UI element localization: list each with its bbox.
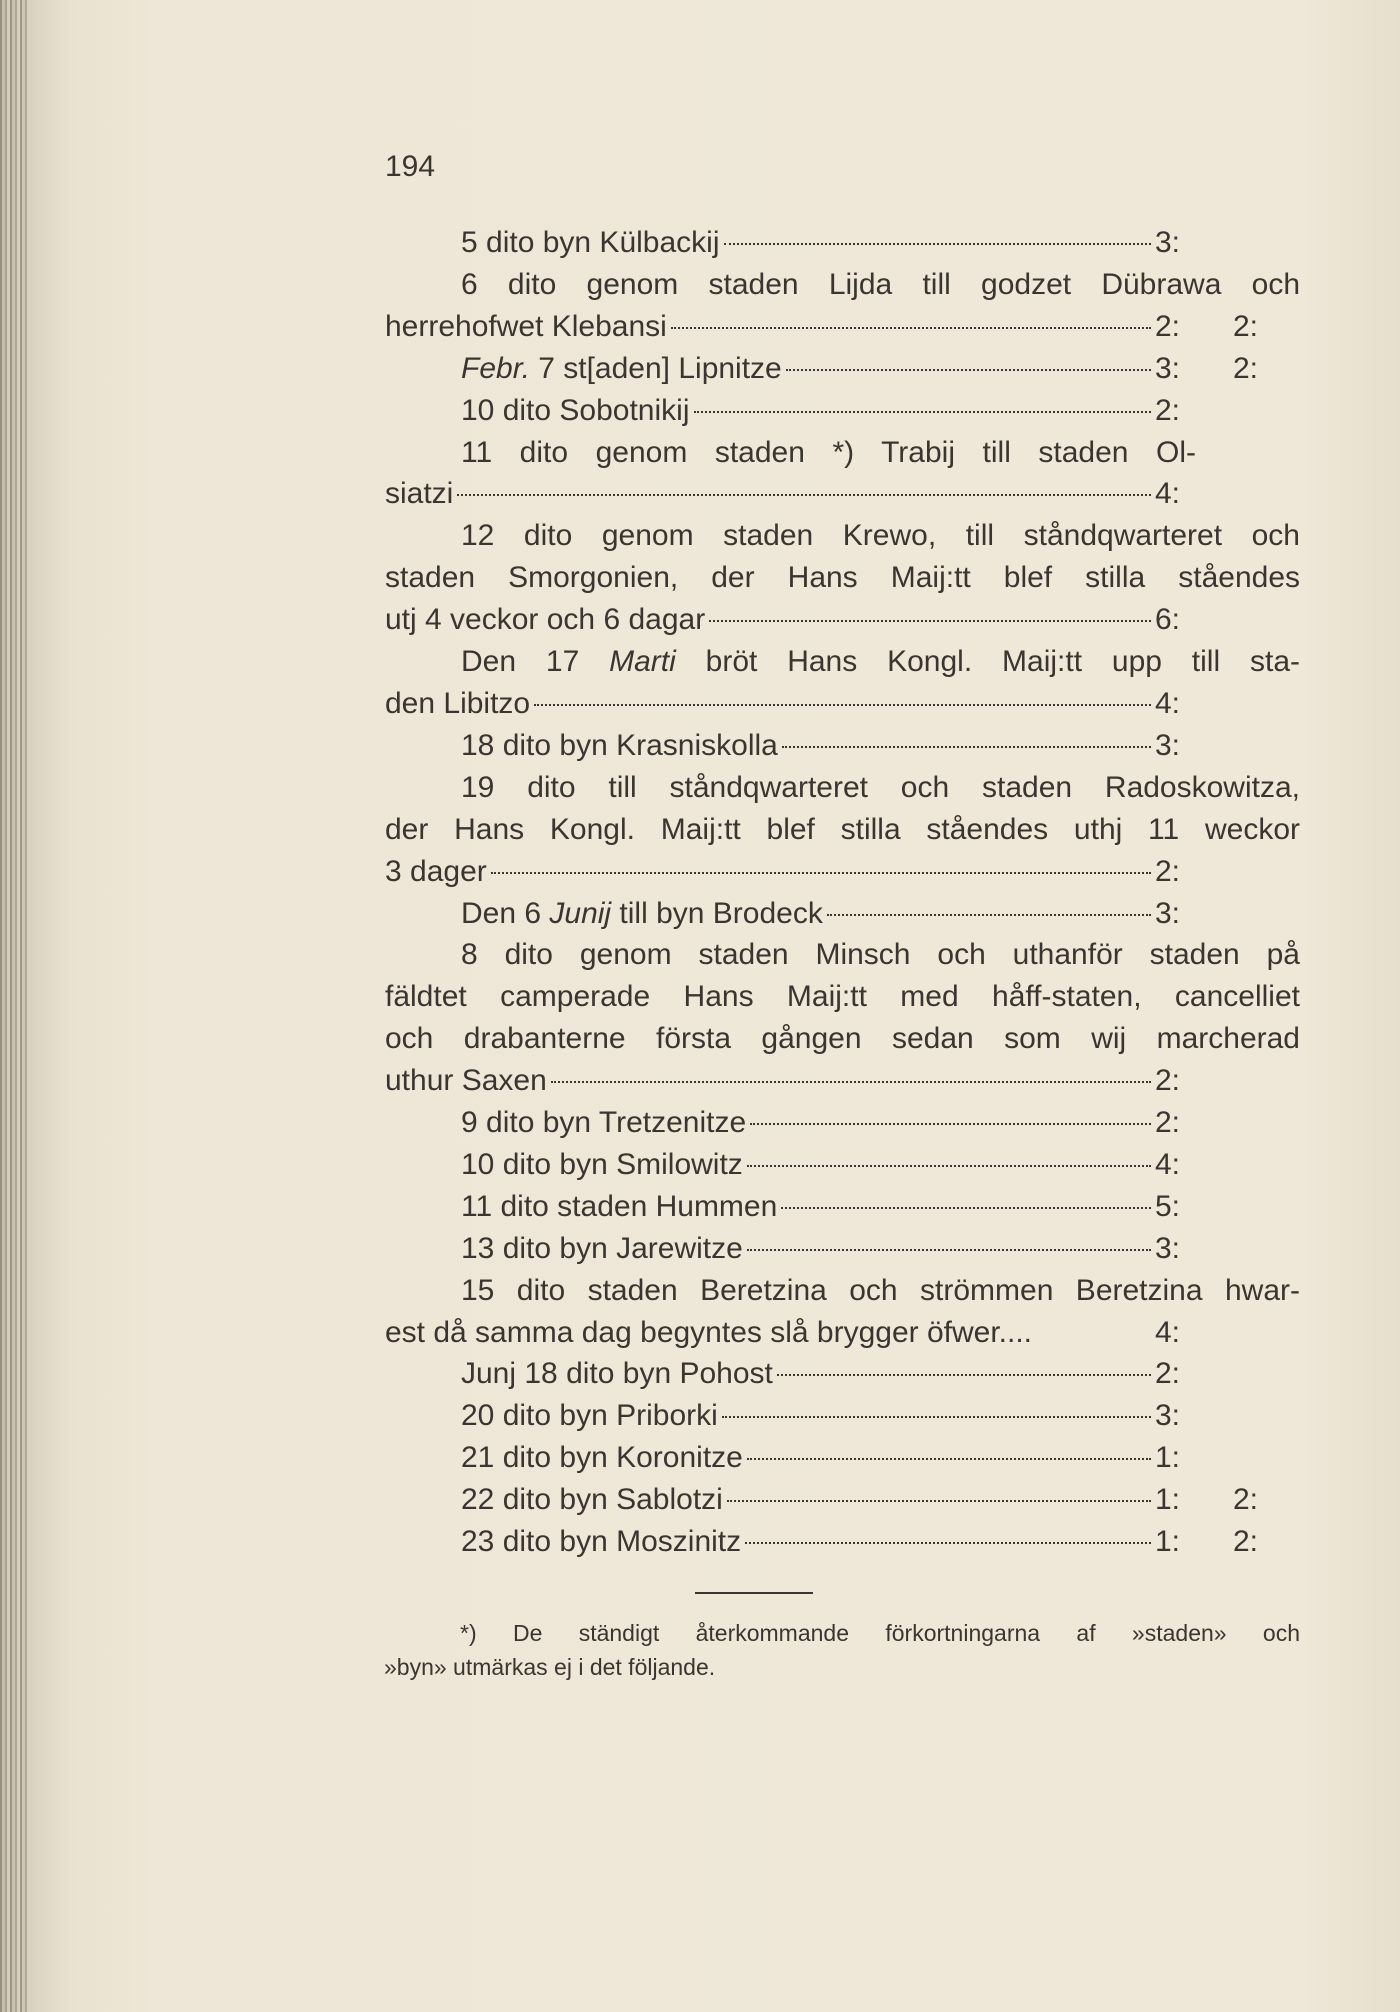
itinerary-entry: 21 dito byn Koronitze 1: [461, 1441, 1181, 1475]
itinerary-entry: Junj 18 dito byn Pohost 2: [461, 1357, 1181, 1391]
itinerary-entry: den Libitzo 4: [385, 686, 1181, 720]
itinerary-text [385, 222, 1300, 1563]
book-binding-edge [0, 0, 30, 2012]
itinerary-entry: est då samma dag begyntes slå brygger öfwer.... 4: [385, 1315, 1181, 1349]
itinerary-entry: 18 dito byn Krasniskolla 3: [461, 728, 1181, 762]
footnote-line: »byn» utmärkas ej i det följande. [384, 1654, 716, 1680]
text-line: och drabanterne första gången sedan som wij marcherad [385, 1022, 1300, 1056]
itinerary-entry: 9 dito byn Tretzenitze 2: [461, 1106, 1181, 1140]
text-line: 19 dito till ståndqwarteret och staden Radoskowitza, [461, 770, 1300, 804]
itinerary-entry: 22 dito byn Sablotzi 1: 2: [461, 1483, 1259, 1517]
text-line: 11 dito genom staden *) Trabij till staden Ol- [461, 435, 1196, 469]
text-line: 15 dito staden Beretzina och strömmen Beretzina hwar- [461, 1273, 1300, 1307]
itinerary-entry: 3 dager 2: [385, 854, 1181, 888]
text-line: 6 dito genom staden Lijda till godzet Dübrawa och [461, 267, 1300, 301]
text-line: Den 17 Marti bröt Hans Kongl. Maij:tt upp till sta- [461, 645, 1300, 679]
itinerary-entry: 11 dito staden Hummen 5: [461, 1189, 1181, 1223]
itinerary-entry: herrehofwet Klebansi 2: 2: [385, 309, 1259, 343]
itinerary-entry: uthur Saxen 2: [385, 1064, 1181, 1098]
footnote-line: *) De ständigt återkommande förkortningarna af »staden» och [460, 1620, 1300, 1646]
itinerary-entry: 23 dito byn Moszinitz 1: 2: [461, 1525, 1259, 1559]
itinerary-entry: Febr. 7 st[aden] Lipnitze 3: 2: [461, 351, 1259, 385]
itinerary-entry: 10 dito Sobotnikij 2: [461, 393, 1181, 427]
itinerary-entry: siatzi 4: [385, 477, 1181, 511]
itinerary-entry: 20 dito byn Priborki 3: [461, 1399, 1181, 1433]
itinerary-entry: 13 dito byn Jarewitze 3: [461, 1231, 1181, 1265]
text-line: der Hans Kongl. Maij:tt blef stilla ståendes uthj 11 weckor [385, 812, 1300, 846]
text-line: staden Smorgonien, der Hans Maij:tt blef stilla ståendes [385, 561, 1300, 595]
text-line: 12 dito genom staden Krewo, till ståndqwarteret och [461, 519, 1300, 553]
text-line: 8 dito genom staden Minsch och uthanför staden på [461, 938, 1300, 972]
itinerary-entry: utj 4 veckor och 6 dagar 6: [385, 603, 1181, 637]
itinerary-entry: 5 dito byn Külbackij 3: [461, 226, 1181, 259]
page-number: 194 [385, 150, 436, 183]
footnote [384, 1616, 1300, 1684]
itinerary-entry: 10 dito byn Smilowitz 4: [461, 1147, 1181, 1181]
footnote-rule [695, 1592, 813, 1594]
text-line: fäldtet camperade Hans Maij:tt med håff-staten, cancelliet [385, 980, 1300, 1014]
itinerary-entry: Den 6 Junij till byn Brodeck 3: [461, 896, 1181, 930]
